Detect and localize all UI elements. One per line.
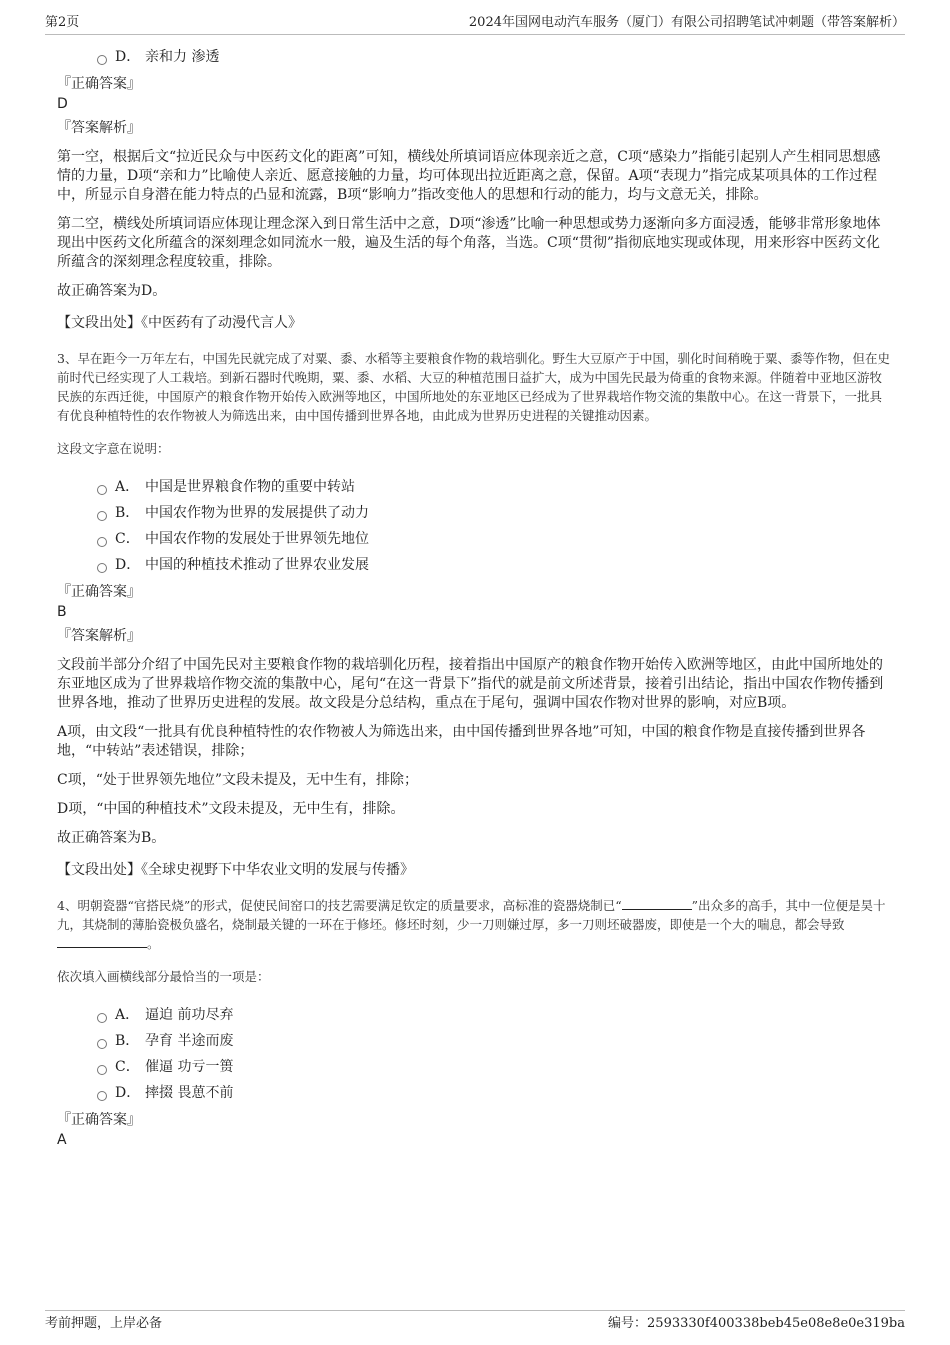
q2-analysis-p3: 故正确答案为D。 xyxy=(57,283,167,299)
radio-icon[interactable] xyxy=(97,1065,107,1075)
q3-ask: 这段文字意在说明： xyxy=(57,441,170,456)
q3-option-d[interactable] xyxy=(57,552,893,578)
q2-option-d[interactable] xyxy=(57,44,893,70)
radio-icon[interactable] xyxy=(97,1039,107,1049)
q2-analysis-label: 『答案解析』 xyxy=(57,120,141,136)
q4-stem-part3: 。 xyxy=(147,936,160,951)
radio-icon[interactable] xyxy=(97,55,107,65)
option-letter: A． xyxy=(115,1007,140,1023)
page-number: 第2页 xyxy=(45,15,80,30)
page-footer xyxy=(45,1310,905,1337)
q4-ask: 依次填入画横线部分最恰当的一项是： xyxy=(57,969,270,984)
q2-answer-label: 『正确答案』 xyxy=(57,76,141,92)
radio-icon[interactable] xyxy=(97,1013,107,1023)
option-letter: C． xyxy=(115,531,140,547)
option-text: 孕育 半途而废 xyxy=(145,1033,234,1049)
q3-option-c[interactable] xyxy=(57,526,893,552)
q3-analysis-p3: C项，“处于世界领先地位”文段未提及，无中生有，排除； xyxy=(57,772,419,788)
fill-blank-1 xyxy=(622,897,692,910)
q2-answer: D xyxy=(57,96,68,112)
page-header xyxy=(45,14,905,35)
option-letter: D． xyxy=(115,557,141,573)
radio-icon[interactable] xyxy=(97,485,107,495)
option-text: 中国农作物为世界的发展提供了动力 xyxy=(145,505,369,521)
option-text: 中国是世界粮食作物的重要中转站 xyxy=(145,479,355,495)
document-serial: 编号：2593330f400338beb45e08e8e0e319ba xyxy=(608,1316,905,1331)
q4-option-c[interactable] xyxy=(57,1054,893,1080)
q3-analysis-p4: D项，“中国的种植技术”文段未提及，无中生有，排除。 xyxy=(57,801,405,817)
q4-answer: A xyxy=(57,1132,67,1148)
q3-answer-label: 『正确答案』 xyxy=(57,584,141,600)
option-letter: B． xyxy=(115,505,140,521)
q3-source: 【文段出处】《全球史视野下中华农业文明的发展与传播》 xyxy=(57,862,414,878)
q3-analysis-p2: A项，由文段“一批具有优良种植特性的农作物被人为筛选出来，由中国传播到世界各地”可知，中国的粮食作物是直接传播到世界各地，“中转站”表述错误，排除； xyxy=(57,724,866,759)
q4-stem xyxy=(57,896,893,953)
option-letter: D． xyxy=(115,49,141,65)
radio-icon[interactable] xyxy=(97,511,107,521)
q4-stem-part1: 4、明朝瓷器“官搭民烧”的形式，促使民间窑口的技艺需要满足钦定的质量要求，高标准的瓷器烧制已“ xyxy=(57,898,622,913)
q3-answer: B xyxy=(57,604,67,620)
document-body xyxy=(57,44,893,1150)
option-text: 亲和力 渗透 xyxy=(145,49,220,65)
q4-options xyxy=(57,1002,893,1106)
q3-analysis-p5: 故正确答案为B。 xyxy=(57,830,166,846)
q3-analysis-label: 『答案解析』 xyxy=(57,628,141,644)
q3-stem: 3、早在距今一万年左右，中国先民就完成了对粟、黍、水稻等主要粮食作物的栽培驯化。野生大豆原产于中国，驯化时间稍晚于粟、黍等作物，但在史前时代已经实现了人工栽培。到新石器时代晚期，粟、黍、水稻、大豆的种植范围日益扩大，成为中国先民最为倚重的食物来源。伴随着中亚地区游牧民族的东西迁徙，中国原产的粮食作物开始传入欧洲等地区，中国所地处的东亚地区已经成为了世界栽培作物交流的集散中心。在这一背景下，一批具有优良种植特性的农作物被人为筛选出来，由中国传播到世界各地，由此成为世界历史进程的关键推动因素。 xyxy=(57,351,890,423)
option-text: 中国的种植技术推动了世界农业发展 xyxy=(145,557,369,573)
option-letter: B． xyxy=(115,1033,140,1049)
q4-option-d[interactable] xyxy=(57,1080,893,1106)
option-text: 摔掇 畏葸不前 xyxy=(145,1085,234,1101)
radio-icon[interactable] xyxy=(97,563,107,573)
document-title: 2024年国网电动汽车服务（厦门）有限公司招聘笔试冲刺题（带答案解析） xyxy=(468,15,905,30)
fill-blank-2 xyxy=(57,935,147,948)
q3-analysis-p1: 文段前半部分介绍了中国先民对主要粮食作物的栽培驯化历程，接着指出中国原产的粮食作物开始传入欧洲等地区，由此中国所地处的东亚地区成为了世界栽培作物交流的集散中心，尾句“在这一背景下”指代的就是前文所述背景，接着引出结论，指出中国农作物传播到世界各地，推动了世界历史进程的发展。故文段是分总结构，重点在于尾句，强调中国农作物对世界的影响，对应B项。 xyxy=(57,657,884,711)
q4-option-a[interactable] xyxy=(57,1002,893,1028)
q3-option-a[interactable] xyxy=(57,474,893,500)
option-letter: C． xyxy=(115,1059,140,1075)
option-text: 逼迫 前功尽弃 xyxy=(145,1007,234,1023)
option-letter: A． xyxy=(115,479,140,495)
option-text: 中国农作物的发展处于世界领先地位 xyxy=(145,531,369,547)
radio-icon[interactable] xyxy=(97,537,107,547)
q2-source: 【文段出处】《中医药有了动漫代言人》 xyxy=(57,315,302,331)
q3-option-b[interactable] xyxy=(57,500,893,526)
q3-options xyxy=(57,474,893,578)
option-text: 催逼 功亏一篑 xyxy=(145,1059,234,1075)
q2-analysis-p2: 第二空，横线处所填词语应体现让理念深入到日常生活中之意，D项“渗透”比喻一种思想或势力逐渐向多方面浸透，能够非常形象地体现出中医药文化所蕴含的深刻理念如同流水一般，遍及生活的每个角落，当选。C项“贯彻”指彻底地实现或体现，用来形容中医药文化所蕴含的深刻理念程度较重，排除。 xyxy=(57,216,881,270)
q2-analysis-p1: 第一空，根据后文“拉近民众与中医药文化的距离”可知，横线处所填词语应体现亲近之意，C项“感染力”指能引起别人产生相同思想感情的力量，D项“亲和力”比喻使人亲近、愿意接触的力量，均可体现出拉近距离之意，保留。A项“表现力”指完成某项具体的工作过程中，所显示自身潜在能力特点的凸显和流露，B项“影响力”指改变他人的思想和行动的能力，均与文意无关，排除。 xyxy=(57,149,881,203)
q4-option-b[interactable] xyxy=(57,1028,893,1054)
q4-answer-label: 『正确答案』 xyxy=(57,1112,141,1128)
radio-icon[interactable] xyxy=(97,1091,107,1101)
option-letter: D． xyxy=(115,1085,141,1101)
q4-stem-part2: ”出众多的高手，其中一位便是昊十九，其烧制的薄胎瓷极负盛名，烧制最关键的一环在于修坯。修坯时刻，少一刀则嫌过厚，多一刀则坯破器废，即使是一个大的喘息，都会导致 xyxy=(57,898,886,932)
footer-slogan: 考前押题，上岸必备 xyxy=(45,1316,163,1331)
